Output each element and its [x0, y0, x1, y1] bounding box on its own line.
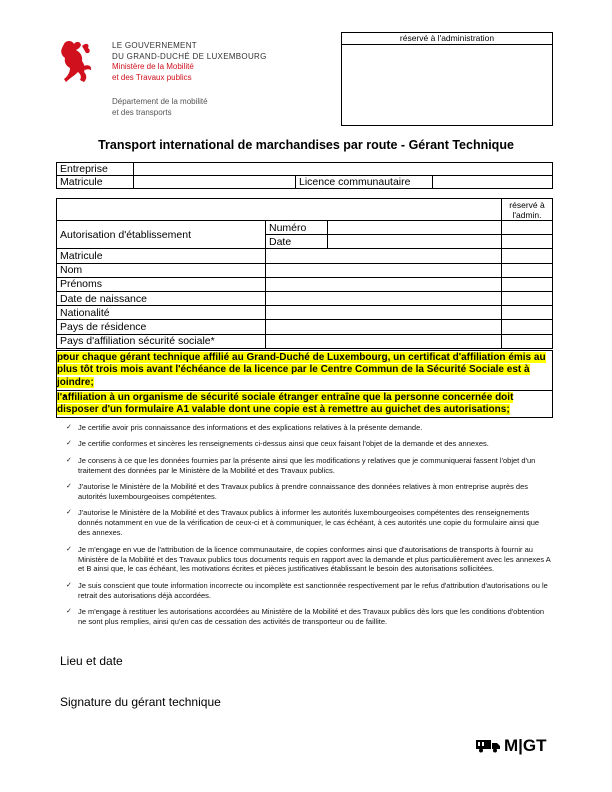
row-admin [502, 277, 553, 291]
row-admin [502, 249, 553, 263]
check-icon: ✓ [66, 545, 72, 553]
declaration-item [66, 423, 553, 433]
lieu-date-label: Lieu et date [60, 654, 123, 668]
declaration-item [66, 482, 553, 502]
row-label: Nom [57, 263, 266, 277]
declaration-item [66, 508, 553, 538]
entreprise-field[interactable] [134, 163, 553, 176]
check-icon: ✓ [66, 456, 72, 464]
matricule-field[interactable] [134, 176, 296, 189]
check-icon: ✓ [66, 440, 72, 448]
row-admin [502, 306, 553, 320]
signature-label: Signature du gérant technique [60, 695, 221, 709]
declaration-item [66, 545, 553, 575]
note-text: pour chaque gérant technique affilié au Grand-Duché de Luxembourg, un certificat d'affiliation émis au plus tôt trois mois avant l'échéance de la licence par le Centre Commun de la Sécurité Sociale est à joindre; [57, 352, 546, 388]
date-admin [502, 235, 553, 249]
licence-label: Licence communautaire [296, 176, 433, 189]
declaration-text: Je certifie avoir pris connaissance des informations et des explications relatives à la présente demande. [78, 423, 423, 432]
declaration-text: Je m'engage à restituer les autorisations accordées au Ministère de la Mobilité et des Travaux publics dès lors que les conditions d'obtention ne sont plus remplies, ainsi qu'en cas de cessation des activités de transporteur ou de faillite. [78, 607, 545, 627]
entreprise-label: Entreprise [57, 163, 134, 176]
row-label: Matricule [57, 249, 266, 263]
check-icon: ✓ [66, 483, 72, 491]
note-text: l'affiliation à un organisme de sécurité sociale étranger entraîne que la personne concernée doit disposer d'un formulaire A1 valable dont une copie est à remettre au guichet des autorisations; [57, 391, 514, 416]
company-table [56, 162, 553, 189]
check-icon: ✓ [66, 424, 72, 431]
ministry-line-1: Ministère de la Mobilité [112, 62, 194, 71]
row-label: Pays de résidence [57, 320, 266, 334]
reserved-admin-label: réservé à l'admin. [502, 199, 553, 221]
declaration-text: J'autorise le Ministère de la Mobilité et des Travaux publics à prendre connaissance des données relatives à mon entreprise auprès des autorités luxembourgeoises compétentes. [78, 482, 529, 502]
date-field[interactable] [328, 235, 502, 249]
row-admin [502, 263, 553, 277]
licence-field[interactable] [433, 176, 553, 189]
declaration-text: Je m'engage en vue de l'attribution de la licence communautaire, de copies conformes ainsi que d'autorisations de transports à fournir au Ministère de la Mobilité et des Travaux publics tous documents requis en rapport avec la demande et plus particulièrement avec les annexes A et B ainsi que, le cas échéant, les motivations écrites et pièces justificatives établissant le besoin des autorisations sollicitées. [78, 544, 551, 574]
row-label: Prénoms [57, 277, 266, 291]
social-security-notes [56, 350, 553, 418]
declaration-item [66, 456, 553, 476]
row-field[interactable] [266, 320, 502, 334]
check-icon: ✓ [66, 581, 72, 589]
blank-header [57, 199, 502, 221]
note-item [56, 350, 553, 391]
department-name [112, 96, 208, 118]
ministry-line-2: et des Travaux publics [112, 72, 192, 82]
row-field[interactable] [266, 334, 502, 348]
row-label: Nationalité [57, 306, 266, 320]
declaration-text: J'autorise le Ministère de la Mobilité et des Travaux publics à informer les autorités luxembourgeoises compétentes des renseignements donnés notamment en vue de la vérification de ceux-ci et à communiquer, le cas échéant, à ces autorités une copie du formulaire ainsi que des annexes. [78, 508, 540, 538]
declaration-item [66, 607, 553, 627]
gov-line-2: DU GRAND-DUCHÉ DE LUXEMBOURG [112, 51, 267, 61]
row-admin [502, 334, 553, 348]
luxembourg-lion-logo [56, 36, 96, 86]
row-admin [502, 320, 553, 334]
dept-line-1: Département de la mobilité [112, 97, 208, 106]
government-name [112, 41, 267, 83]
check-icon: ✓ [66, 608, 72, 616]
mgt-footer-logo [476, 736, 547, 756]
row-field[interactable] [266, 306, 502, 320]
matricule-label: Matricule [57, 176, 134, 189]
declaration-item [66, 581, 553, 601]
declaration-item [66, 439, 553, 449]
numero-admin [502, 221, 553, 235]
declaration-text: Je certifie conformes et sincères les renseignements ci-dessus ainsi que ceux faisant l'objet de la demande et des annexes. [78, 439, 489, 449]
row-label: Pays d'affiliation sécurité sociale* [57, 334, 266, 348]
declaration-text: Je consens à ce que les données fournies par la présente ainsi que les modifications y relatives que je communiquerai fassent l'objet d'un traitement des données par le Ministère de la Mobilité et des Travaux publics. [78, 455, 536, 475]
dept-line-2: et des transports [112, 108, 172, 117]
declaration-text: Je suis conscient que toute information incorrecte ou incomplète est sanctionnée respectivement par le refus d'attribution d'autorisations ou le retrait des autorisations déjà accordées. [78, 580, 548, 600]
row-field[interactable] [266, 291, 502, 305]
numero-field[interactable] [328, 221, 502, 235]
row-field[interactable] [266, 277, 502, 291]
numero-label: Numéro [266, 221, 328, 235]
check-icon: ✓ [66, 509, 72, 517]
mgt-text: M|GT [504, 736, 547, 755]
row-label: Date de naissance [57, 291, 266, 305]
row-field[interactable] [266, 263, 502, 277]
form-title: Transport international de marchandises par route - Gérant Technique [98, 138, 514, 152]
row-admin [502, 291, 553, 305]
admin-reserved-label: réservé à l'administration [342, 33, 552, 45]
declarations-list [66, 423, 553, 634]
date-label: Date [266, 235, 328, 249]
row-field[interactable] [266, 249, 502, 263]
note-item [56, 391, 553, 419]
autorisation-label: Autorisation d'établissement [57, 221, 266, 249]
admin-reserved-box [341, 32, 553, 126]
manager-table [56, 198, 553, 349]
truck-icon [476, 739, 501, 753]
gov-line-1: LE GOUVERNEMENT [112, 41, 197, 50]
